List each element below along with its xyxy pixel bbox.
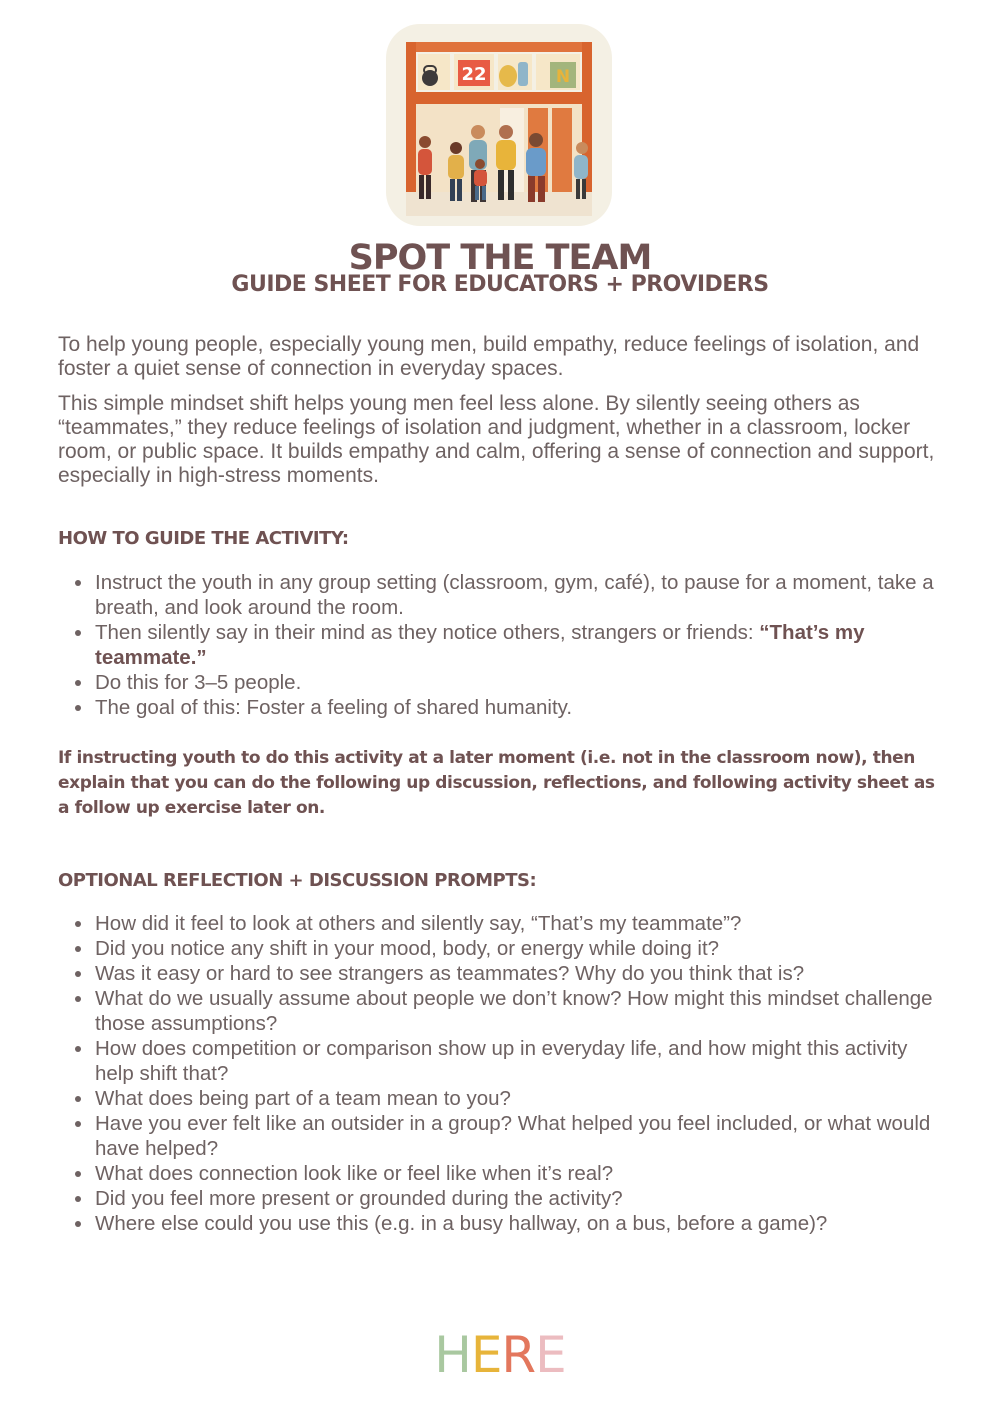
page-title: SPOT THE TEAM	[348, 238, 652, 278]
list-item-text: Then silently say in their mind as they notice others, strangers or friends:	[95, 621, 760, 644]
brand-letter-h: H	[434, 1326, 471, 1384]
teammate-quote: “That’s my teammate.”	[95, 621, 865, 669]
list-item-text: Did you notice any shift in your mood, body, or energy while doing it?	[95, 937, 720, 960]
list-item	[58, 670, 948, 695]
list-item	[58, 1111, 948, 1161]
list-item-text: What do we usually assume about people we don’t know? How might this mindset challenge those assumptions?	[95, 987, 933, 1035]
brand-letter-e: E	[470, 1326, 502, 1384]
list-item	[58, 986, 948, 1036]
list-item	[58, 961, 948, 986]
list-item-text: The goal of this: Foster a feeling of shared humanity.	[95, 696, 573, 719]
list-item	[58, 1186, 948, 1211]
brand-letter-e2: E	[535, 1326, 566, 1384]
list-item	[58, 1161, 948, 1186]
guide-list	[58, 570, 948, 720]
page-subtitle: GUIDE SHEET FOR EDUCATORS + PROVIDERS	[231, 272, 769, 297]
list-item	[58, 911, 948, 936]
list-item	[58, 695, 948, 720]
intro-paragraph: To help young people, especially young men, build empathy, reduce feelings of isolation, and foster a quiet sense of connection in everyday spaces.	[58, 333, 920, 380]
list-item-text: Was it easy or hard to see strangers as teammates? Why do you think that is?	[95, 962, 805, 985]
logo-number: 22	[461, 64, 487, 85]
prompts-heading: OPTIONAL REFLECTION + DISCUSSION PROMPTS:	[58, 870, 537, 891]
list-item	[58, 1086, 948, 1111]
later-activity-note: If instructing youth to do this activity at a later moment (i.e. not in the classroom now), then explain that you can do the following up discussion, reflections, and following activity sheet as a follow up exercise later on.	[58, 748, 935, 818]
list-item-text: Have you ever felt like an outsider in a group? What helped you feel included, or what would have helped?	[95, 1112, 931, 1160]
list-item-text: What does being part of a team mean to you?	[95, 1087, 511, 1110]
list-item	[58, 936, 948, 961]
team-storefront-illustration-icon	[400, 36, 598, 216]
guide-heading: HOW TO GUIDE THE ACTIVITY:	[58, 528, 349, 549]
list-item-text: How did it feel to look at others and silently say, “That’s my teammate”?	[95, 912, 742, 935]
list-item	[58, 570, 948, 620]
list-item-text: How does competition or comparison show up in everyday life, and how might this activity help shift that?	[95, 1037, 908, 1085]
logo-letter: N	[555, 67, 571, 87]
list-item-text: Where else could you use this (e.g. in a busy hallway, on a bus, before a game)?	[95, 1212, 828, 1235]
brand-letter-r: R	[501, 1326, 536, 1384]
list-item-text: Did you feel more present or grounded during the activity?	[95, 1187, 623, 1210]
brand-wordmark	[0, 1326, 1000, 1384]
list-item	[58, 1211, 948, 1236]
list-item	[58, 1036, 948, 1086]
mindset-paragraph: This simple mindset shift helps young men feel less alone. By silently seeing others as “teammates,” they reduce feelings of isolation and judgment, whether in a classroom, locker room, or public space. It builds empathy and calm, offering a sense of connection and support, especially in high-stress moments.	[58, 392, 935, 487]
prompts-list	[58, 911, 948, 1236]
logo-badge	[386, 24, 612, 226]
list-item	[58, 620, 948, 670]
list-item-text: What does connection look like or feel like when it’s real?	[95, 1162, 614, 1185]
list-item-text: Do this for 3–5 people.	[95, 671, 302, 694]
list-item-text: Instruct the youth in any group setting (classroom, gym, café), to pause for a moment, take a breath, and look around the room.	[95, 571, 934, 619]
